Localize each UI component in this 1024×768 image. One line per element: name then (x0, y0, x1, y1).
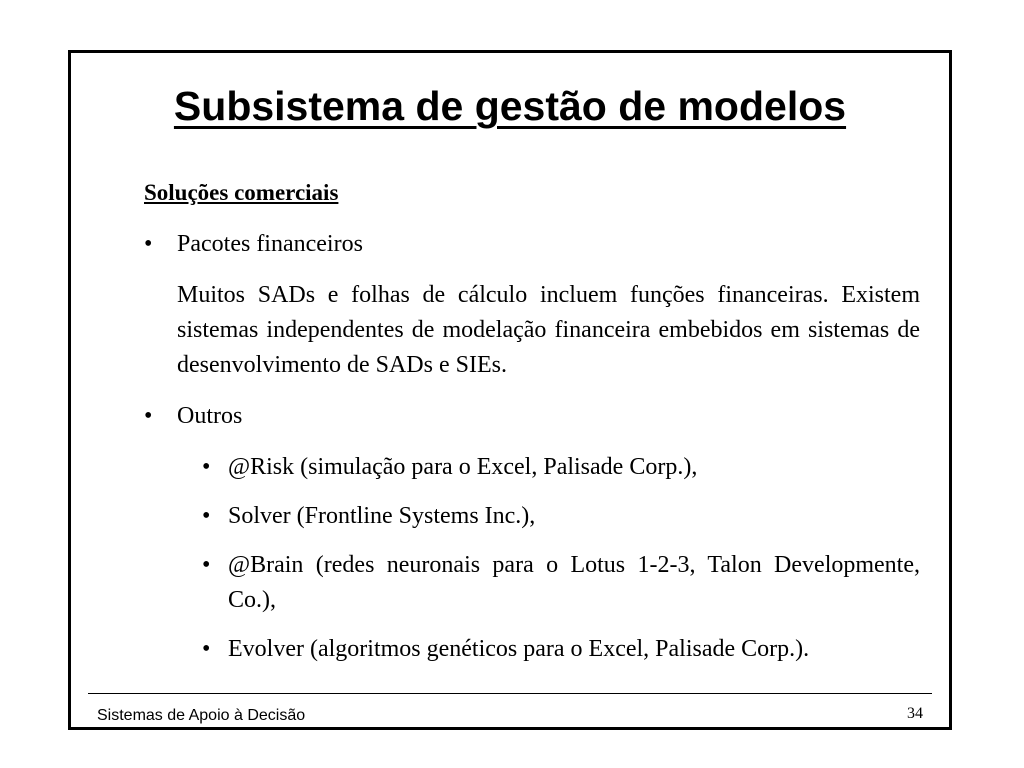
footer-course-title: Sistemas de Apoio à Decisão (97, 707, 306, 724)
sub-bullet-text: Evolver (algoritmos genéticos para o Excel, Palisade Corp.). (228, 636, 810, 662)
bullet-marker: • (202, 636, 211, 662)
bullet-label: Outros (177, 403, 243, 429)
sub-bullet-item (202, 450, 920, 485)
bullet-paragraph: Muitos SADs e folhas de cálculo incluem funções financeiras. Existem sistemas independentes de modelação financeira embebidos em sistemas de desenvolvimento de SADs e SIEs. (177, 282, 920, 378)
bullet-marker: • (202, 454, 211, 480)
bullet-label: Pacotes financeiros (177, 231, 363, 257)
slide-content (144, 175, 920, 681)
slide-frame (68, 50, 952, 730)
bullet-marker: • (144, 231, 153, 257)
sub-bullet-list (202, 450, 920, 667)
bullet-marker: • (144, 403, 153, 429)
sub-bullet-item (202, 632, 920, 667)
sub-bullet-item (202, 548, 920, 618)
page-number: 34 (907, 705, 923, 722)
bullet-marker: • (202, 503, 211, 529)
footer-divider (88, 693, 932, 694)
sub-bullet-text: @Risk (simulação para o Excel, Palisade Corp.), (228, 454, 698, 480)
sub-bullet-text: @Brain (redes neuronais para o Lotus 1-2-3, Talon Developmente, Co.), (228, 552, 920, 613)
slide-title: Subsistema de gestão de modelos (173, 83, 847, 129)
bullet-marker: • (202, 552, 211, 578)
bullet-pacotes-financeiros (144, 227, 920, 262)
section-heading: Soluções comerciais (144, 180, 339, 205)
sub-bullet-text: Solver (Frontline Systems Inc.), (228, 503, 536, 529)
sub-bullet-item (202, 499, 920, 534)
bullet-outros (144, 399, 920, 434)
